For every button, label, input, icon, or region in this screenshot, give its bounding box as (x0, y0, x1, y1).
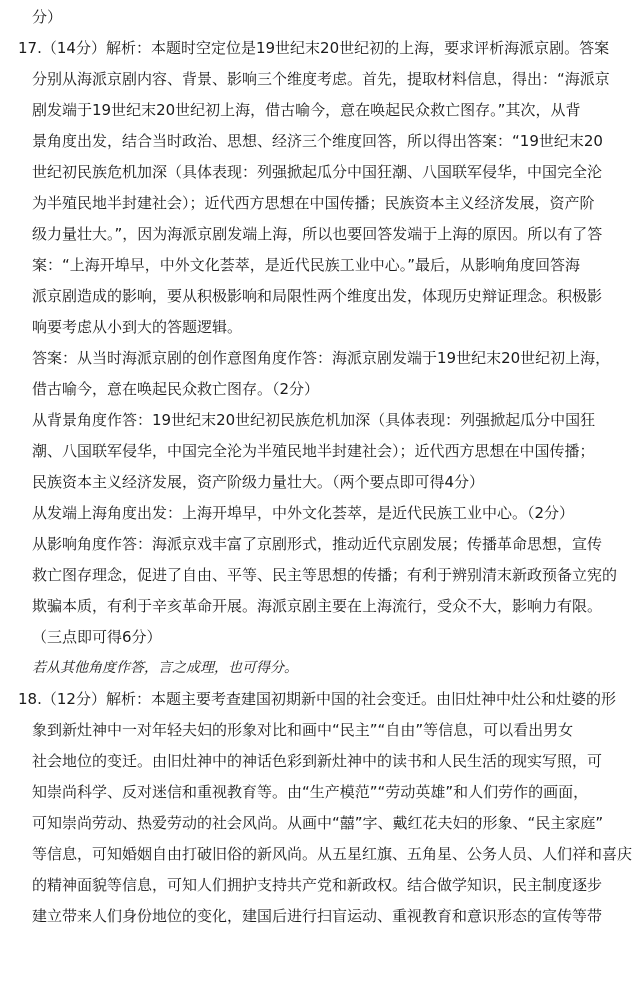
answer-line: 答案：从当时海派京剧的创作意图角度作答：海派京剧发端于19世纪末20世纪初上海， (32, 349, 611, 367)
answer-line: 从影响角度作答：海派京戏丰富了京剧形式，推动近代京剧发展；传播革命思想，宣传 (32, 535, 603, 553)
text-line: 建立带来人们身份地位的变化，建国后进行扫盲运动、重视教育和意识形态的宣传等带 (32, 907, 603, 925)
text-line: 派京剧造成的影响，要从积极影响和局限性两个维度出发，体现历史辩证理念。积极影 (32, 287, 603, 305)
text-line: 知崇尚科学、反对迷信和重视教育等。由“生产模范”“劳动英雄”和人们劳作的画面， (32, 783, 589, 801)
text-line: 潮、八国联军侵华，中国完全沦为半殖民地半封建社会）；近代西方思想在中国传播； (32, 442, 595, 460)
text-line: 级力量壮大。”，因为海派京剧发端上海，所以也要回答发端于上海的原因。所以有了答 (32, 225, 603, 243)
text-line: 可知崇尚劳动、热爱劳动的社会风尚。从画中“囍”字、戴红花夫妇的形象、“民主家庭” (32, 814, 604, 832)
question-18-heading: 18.（12分）解析：本题主要考查建国初期新中国的社会变迁。由旧灶神中灶公和灶婆的形 (18, 690, 616, 708)
text-line: 为半殖民地半封建社会）；近代西方思想在中国传播；民族资本主义经济发展，资产阶 (32, 194, 595, 212)
text-line: 分） (32, 8, 63, 26)
text-line: 的精神面貌等信息，可知人们拥护支持共产党和新政权。结合做学知识，民主制度逐步 (32, 876, 603, 894)
note-line: 若从其他角度作答，言之成理，也可得分。 (32, 660, 298, 676)
text-line: 世纪初民族危机加深（具体表现：列强掀起瓜分中国狂潮、八国联军侵华，中国完全沦 (32, 163, 603, 181)
answer-line: 从发端上海角度出发：上海开埠早，中外文化荟萃，是近代民族工业中心。（2分） (32, 504, 575, 522)
text-line: 案：“上海开埠早，中外文化荟萃，是近代民族工业中心。”最后，从影响角度回答海 (32, 256, 581, 274)
text-line: 象到新灶神中一对年轻夫妇的形象对比和画中“民主”“自由”等信息，可以看出男女 (32, 721, 574, 739)
text-line: 响要考虑从小到大的答题逻辑。 (32, 318, 243, 336)
text-line: 救亡图存理念，促进了自由、平等、民主等思想的传播；有利于辨别清末新政预备立宪的 (32, 566, 618, 584)
text-line: 社会地位的变迁。由旧灶神中的神话色彩到新灶神中的读书和人民生活的现实写照，可 (32, 752, 603, 770)
answer-line: 从背景角度作答：19世纪末20世纪初民族危机加深（具体表现：列强掀起瓜分中国狂 (32, 411, 596, 429)
text-line: 剧发端于19世纪末20世纪初上海，借古喻今，意在唤起民众救亡图存。”其次，从背 (32, 101, 581, 119)
text-line: （三点即可得6分） (32, 628, 162, 646)
text-line: 民族资本主义经济发展，资产阶级力量壮大。（两个要点即可得4分） (32, 473, 485, 491)
text-line: 欺骗本质，有利于辛亥革命开展。海派京剧主要在上海流行，受众不大，影响力有限。 (32, 597, 603, 615)
text-line: 景角度出发，结合当时政治、思想、经济三个维度回答，所以得出答案：“19世纪末20 (32, 132, 603, 150)
question-17-heading: 17.（14分）解析：本题时空定位是19世纪末20世纪初的上海，要求评析海派京剧。答案 (18, 39, 610, 57)
text-line: 等信息，可知婚姻自由打破旧俗的新风尚。从五星红旗、五角星、公务人员、人们祥和喜庆 (32, 845, 633, 863)
text-line: 借古喻今，意在唤起民众救亡图存。（2分） (32, 380, 320, 398)
text-line: 分别从海派京剧内容、背景、影响三个维度考虑。首先，提取材料信息，得出：“海派京 (32, 70, 610, 88)
